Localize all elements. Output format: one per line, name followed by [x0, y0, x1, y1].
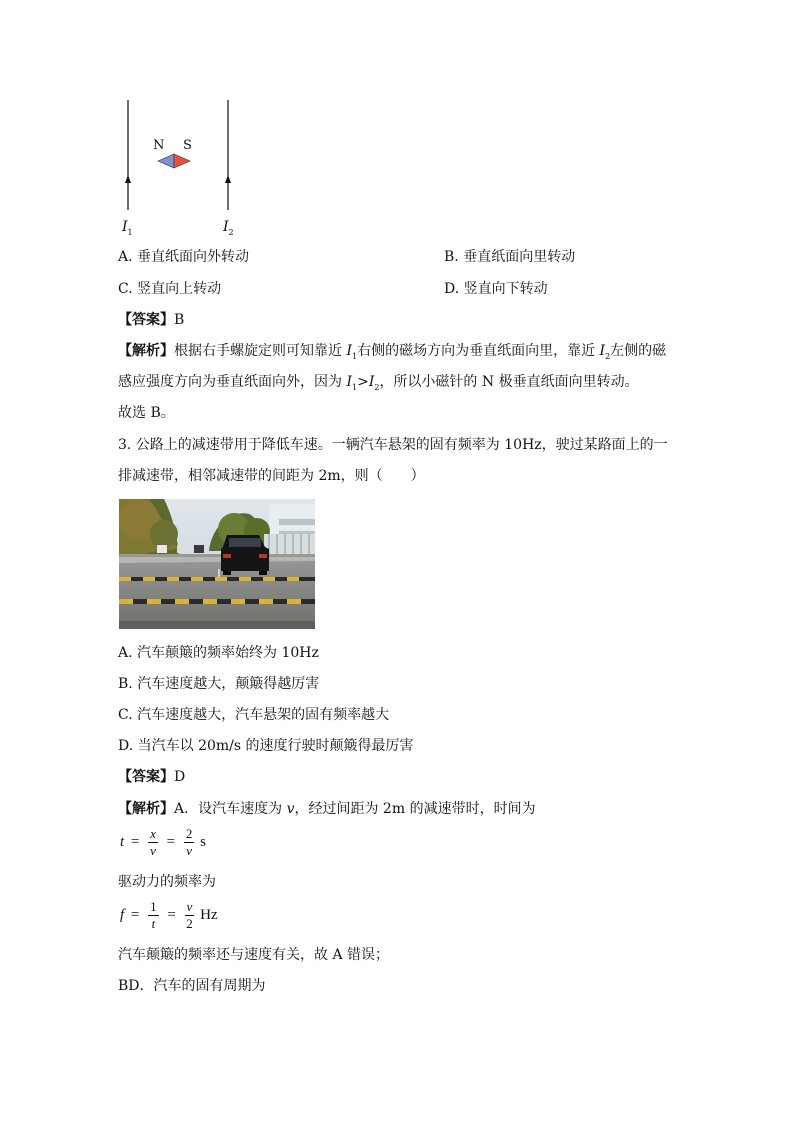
- q2-option-c: C. 竖直向上转动: [118, 281, 222, 297]
- q2-answer: 【答案】B: [118, 312, 185, 328]
- pole-s-label: S: [183, 138, 192, 153]
- q3-answer: 【答案】D: [118, 769, 186, 785]
- current-label-i1: $I_1$: [122, 219, 133, 237]
- equation-time: t = $\frac{x}{v}$ = $\frac{2}{v}$ s: [120, 826, 206, 858]
- q2-option-a: A. 垂直纸面向外转动: [118, 249, 250, 265]
- pole-n-label: N: [153, 138, 165, 153]
- q2-analysis-line2: 感应强度方向为垂直纸面向外，因为 $I_1>I_2$，所以小磁针的 N 极垂直纸面向里转动。: [118, 374, 639, 392]
- q2-analysis-line1: 【解析】根据右手螺旋定则可知靠近 $I_1$右侧的磁场方向为垂直纸面向里，靠近 $I_2$左侧的磁: [118, 343, 667, 361]
- q3-analysis-line1: 【解析】A．设汽车速度为 v，经过间距为 2m 的减速带时，时间为: [118, 801, 536, 817]
- current-label-i2: $I_2$: [223, 219, 234, 237]
- drive-frequency-text: 驱动力的频率为: [118, 874, 216, 890]
- q3-stem-line2: 排减速带，相邻减速带的间距为 2m，则（ ）: [118, 468, 425, 484]
- q3-option-b: B. 汽车速度越大，颠簸得越厉害: [118, 676, 320, 692]
- q2-option-d: D. 竖直向下转动: [444, 281, 548, 297]
- equation-frequency: f = $\frac{1}{t}$ = $\frac{v}{2}$ Hz: [120, 899, 218, 931]
- needle-n: [158, 154, 174, 168]
- q2-conclusion: 故选 B。: [118, 405, 175, 421]
- arrow-left: [125, 175, 131, 183]
- q3-stem-line1: 3. 公路上的减速带用于降低车速。一辆汽车悬架的固有频率为 10Hz，驶过某路面上的一: [118, 437, 668, 453]
- q3-option-c: C. 汽车速度越大，汽车悬架的固有频率越大: [118, 707, 390, 723]
- q3-conclusion-a: 汽车颠簸的频率还与速度有关，故 A 错误；: [118, 947, 390, 963]
- arrow-right: [225, 175, 231, 183]
- speed-bump-photo: [119, 499, 315, 629]
- q3-bd-line: BD．汽车的固有周期为: [118, 978, 266, 994]
- needle-s: [174, 154, 190, 168]
- q3-option-a: A. 汽车颠簸的频率始终为 10Hz: [118, 645, 319, 661]
- q2-option-b: B. 垂直纸面向里转动: [444, 249, 576, 265]
- q3-option-d: D. 当汽车以 20m/s 的速度行驶时颠簸得最厉害: [118, 738, 414, 754]
